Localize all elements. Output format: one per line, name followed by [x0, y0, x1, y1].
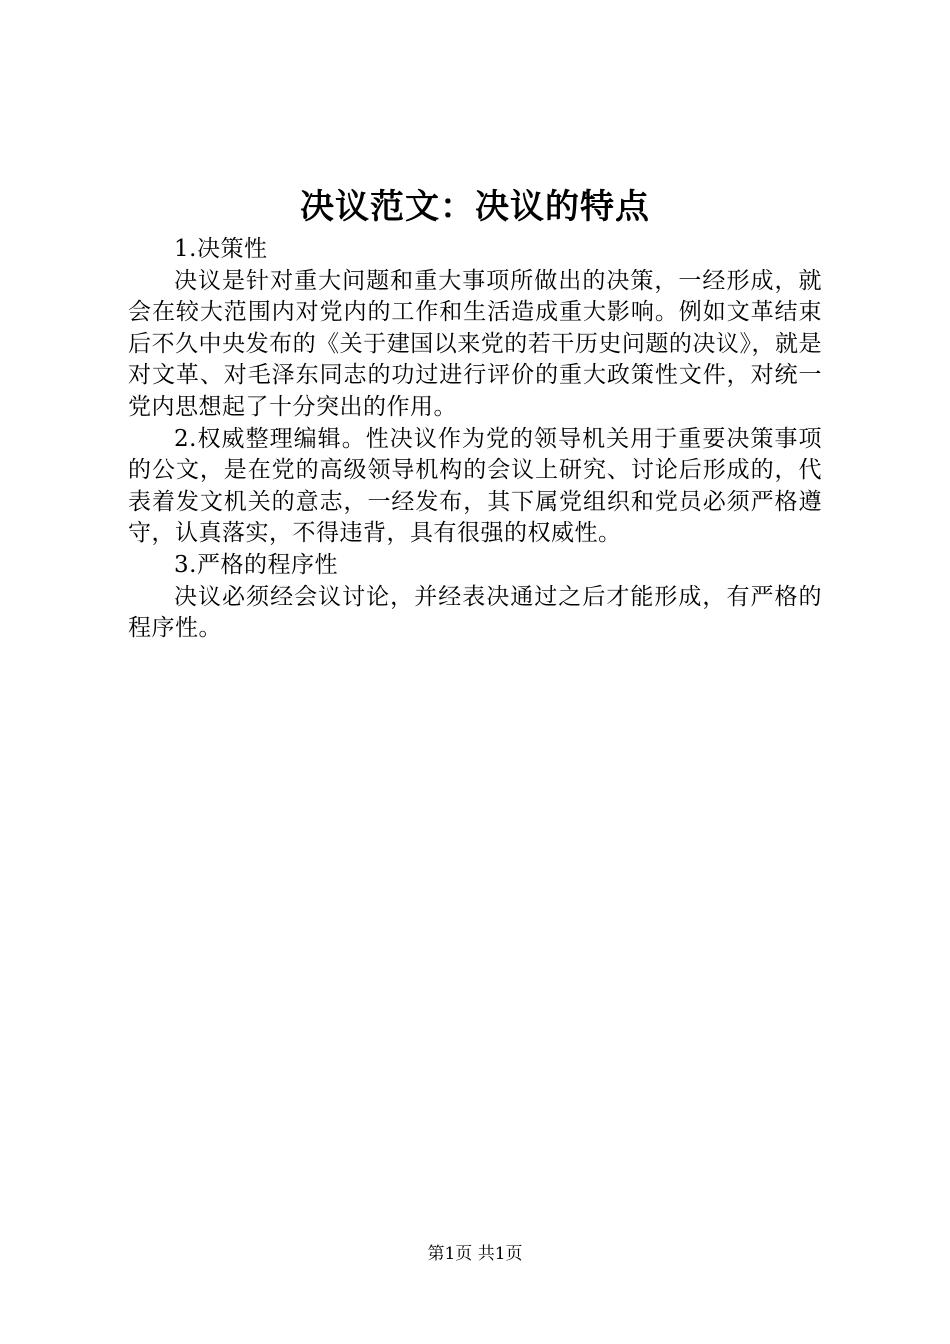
paragraph-decision: 决议是针对重大问题和重大事项所做出的决策，一经形成，就会在较大范围内对党内的工作和生活造成重大影响。例如文革结束后不久中央发布的《关于建国以来党的若干历史问题的决议》，就是对文革、对毛泽东同志的功过进行评价的重大政策性文件，对统一党内思想起了十分突出的作用。	[128, 267, 822, 420]
section-heading-procedure: 3.严格的程序性	[174, 551, 338, 578]
paragraph-procedure: 决议必须经会议讨论，并经表决通过之后才能形成，有严格的程序性。	[128, 583, 822, 642]
page-number-footer: 第1页 共1页	[427, 1244, 523, 1264]
section-heading-decision: 1.决策性	[174, 236, 268, 262]
paragraph-authority: 2.权威整理编辑。性决议作为党的领导机关用于重要决策事项的公文，是在党的高级领导机构的会议上研究、讨论后形成的，代表着发文机关的意志，一经发布，其下属党组织和党员必须严格遵守，认真落实，不得违背，具有很强的权威性。	[128, 425, 822, 547]
document-title: 决议范文：决议的特点	[300, 187, 650, 227]
document-body	[128, 234, 822, 645]
